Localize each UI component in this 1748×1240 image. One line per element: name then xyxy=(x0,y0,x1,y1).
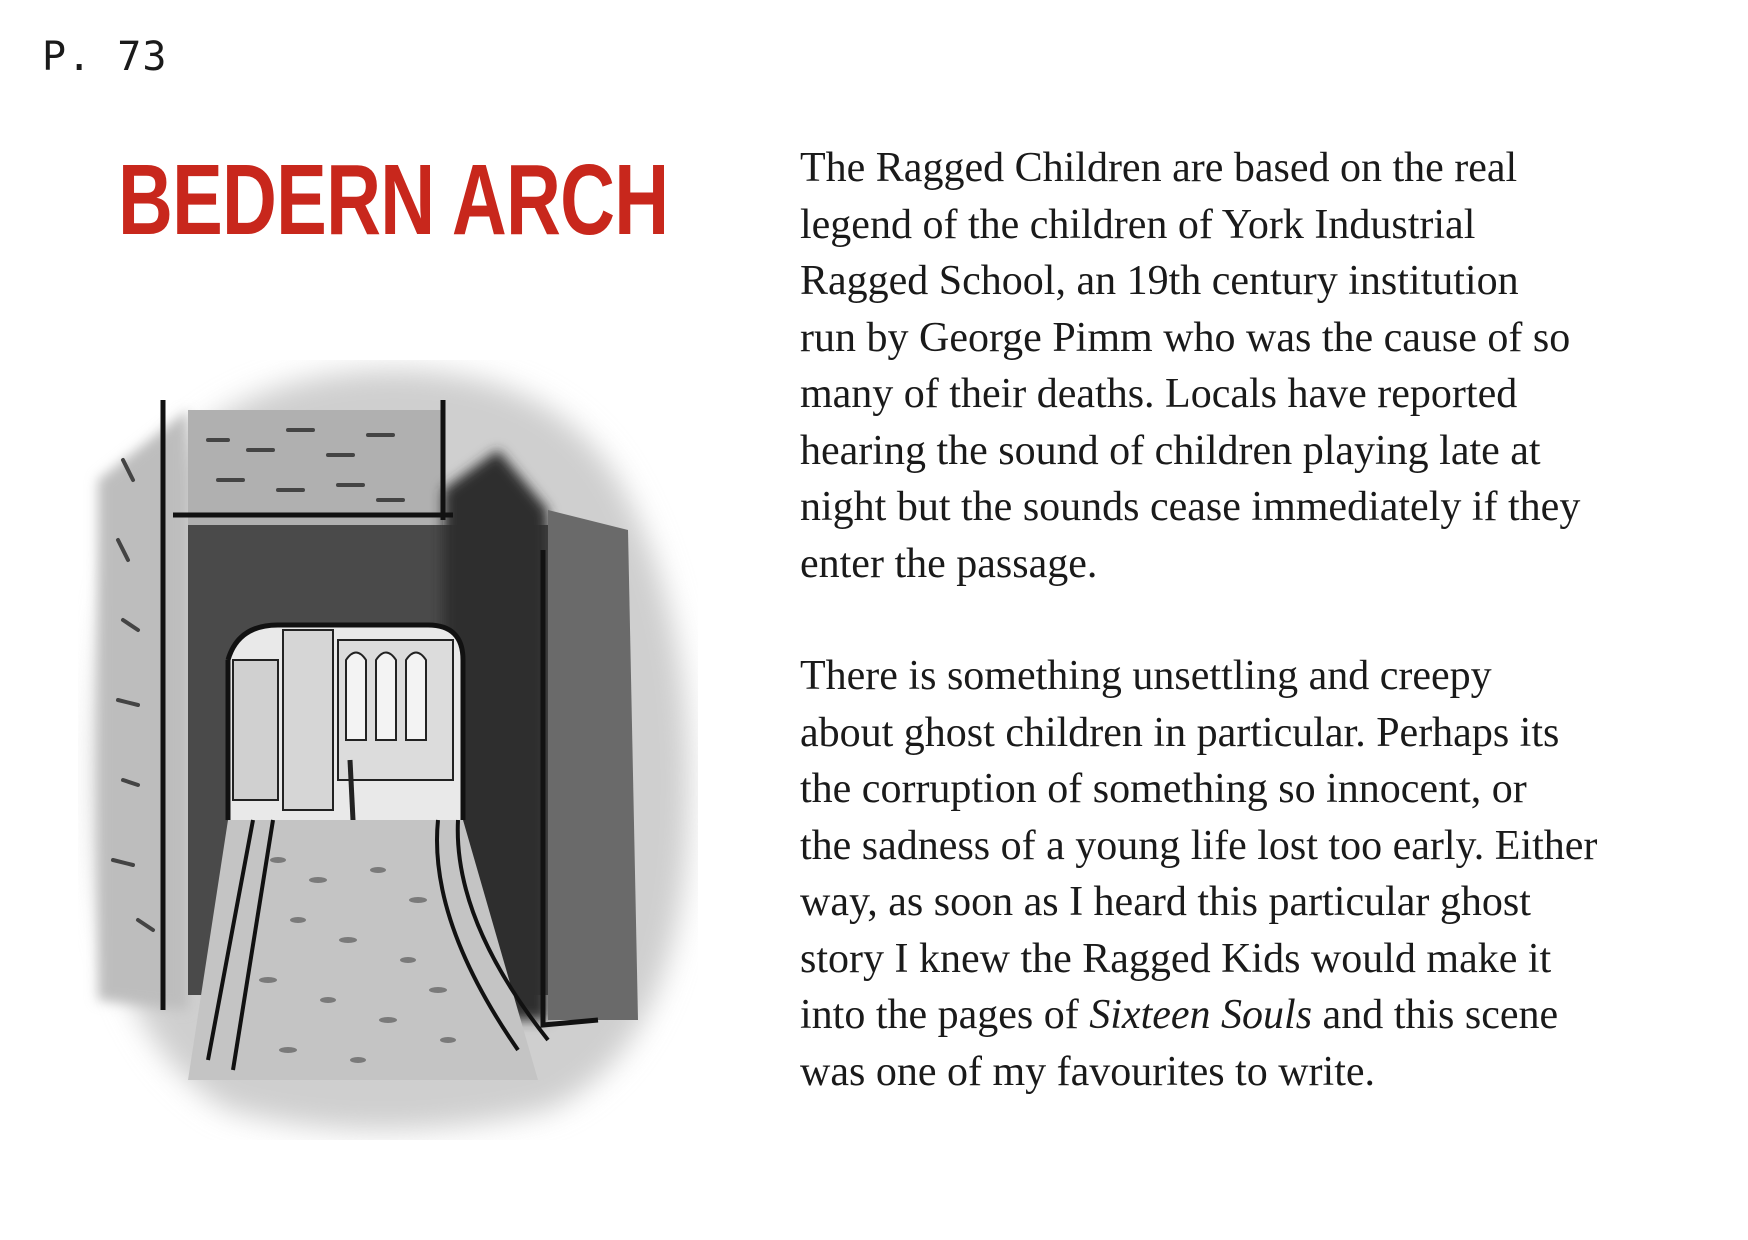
body-text xyxy=(800,140,1660,1100)
text-line: many of their deaths. Locals have reported xyxy=(800,371,1518,417)
text-line: was one of my favourites to write. xyxy=(800,1048,1376,1095)
text-line: legend of the children of York Industrial xyxy=(800,201,1476,248)
text-line: hearing the sound of children playing late at xyxy=(800,427,1541,474)
text-fragment: and this scene xyxy=(1312,992,1559,1038)
text-line: way, as soon as I heard this particular ghost xyxy=(800,879,1531,925)
page-number: P. 73 xyxy=(42,34,168,80)
page-title: BEDERN ARCH xyxy=(118,144,669,256)
text-line: the sadness of a young life lost too early. Either xyxy=(800,822,1598,869)
text-line: about ghost children in particular. Perhaps its xyxy=(800,709,1560,756)
text-line: enter the passage. xyxy=(800,540,1098,587)
text-line: night but the sounds cease immediately if they xyxy=(800,484,1581,530)
text-fragment: into the pages of xyxy=(800,992,1090,1038)
text-line: the corruption of something so innocent, or xyxy=(800,766,1527,812)
text-line: run by George Pimm who was the cause of so xyxy=(800,314,1571,361)
book-title: Sixteen Souls xyxy=(1089,992,1313,1038)
text-line: Ragged School, an 19th century institution xyxy=(800,258,1519,304)
text-line-with-book-title xyxy=(800,987,1660,1044)
paragraph-1 xyxy=(800,140,1660,592)
text-line: There is something unsettling and creepy xyxy=(800,653,1492,699)
text-line: The Ragged Children are based on the real xyxy=(800,145,1518,191)
paragraph-2 xyxy=(800,648,1660,1100)
text-line: story I knew the Ragged Kids would make it xyxy=(800,935,1552,982)
archway-illustration xyxy=(78,360,698,1140)
